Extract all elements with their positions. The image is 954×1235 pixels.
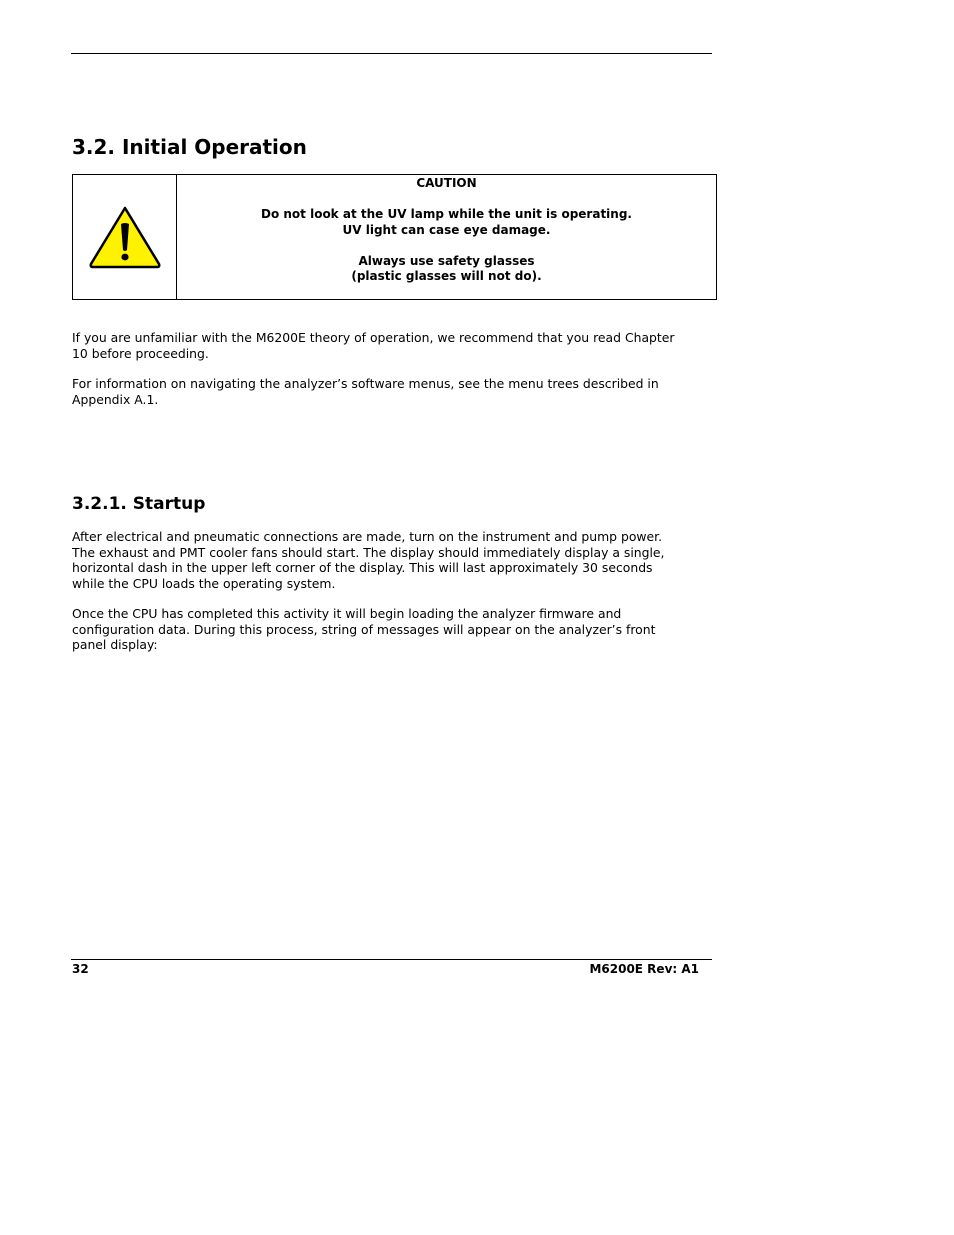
caution-text (177, 175, 716, 299)
caution-line: UV light can case eye damage. (342, 222, 551, 237)
caution-line: Always use safety glasses (358, 253, 535, 268)
warning-triangle-icon (87, 204, 163, 270)
startup-paragraph-2: Once the CPU has completed this activity it will begin loading the analyzer firmware and configuration data. During this process, string of messages will appear on the analyzer’s front panel display: (72, 606, 656, 652)
intro-paragraph-2: For information on navigating the analyzer’s software menus, see the menu trees described in Appendix A.1. (72, 376, 659, 407)
section-heading: 3.2. Initial Operation (72, 135, 307, 159)
caution-box (72, 174, 717, 300)
startup-paragraph-1: After electrical and pneumatic connections are made, turn on the instrument and pump power. The exhaust and PMT cooler fans should start. The display should immediately display a single, horizontal dash in the upper left corner of the display. This will last approximately 30 seconds while the CPU loads the operating system. (72, 529, 665, 591)
header-rule (71, 53, 712, 54)
page-number: 32 (72, 962, 89, 976)
subsection-heading: 3.2.1. Startup (72, 494, 206, 514)
document-revision: M6200E Rev: A1 (589, 962, 699, 976)
caution-line: Do not look at the UV lamp while the unit is operating. (261, 207, 632, 221)
caution-line: (plastic glasses will not do). (351, 269, 542, 283)
caution-icon-cell (73, 175, 177, 299)
caution-title: CAUTION (416, 176, 477, 190)
footer-rule (71, 959, 712, 960)
intro-paragraph-1: If you are unfamiliar with the M6200E theory of operation, we recommend that you read Chapter 10 before proceeding. (72, 330, 675, 361)
